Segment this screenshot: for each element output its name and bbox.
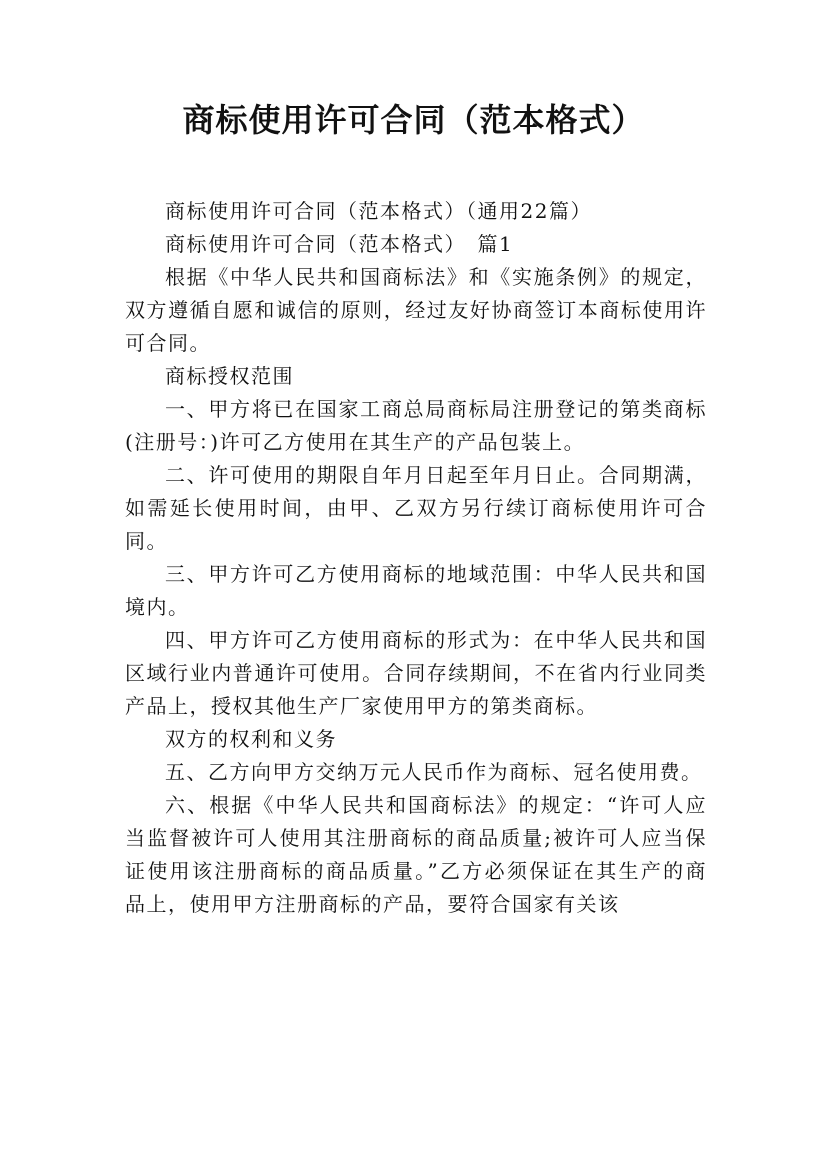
paragraph-subtitle: 商标使用许可合同（范本格式）（通用22篇）	[165, 199, 592, 223]
document-title: 商标使用许可合同（范本格式）	[182, 101, 645, 139]
heading-rights-obligations: 双方的权利和义务	[165, 727, 337, 751]
paragraph-section-heading: 商标使用许可合同（范本格式） 篇1	[165, 232, 514, 256]
document-body	[125, 195, 707, 921]
clause-6: 六、根据《中华人民共和国商标法》的规定：“许可人应当监督被许可人使用其注册商标的商品质量;被许可人应当保证使用该注册商标的商品质量。”乙方必须保证在其生产的商品上，使用甲方注册商标的产品，要符合国家有关该	[125, 793, 707, 916]
clause-3: 三、甲方许可乙方使用商标的地域范围：中华人民共和国境内。	[125, 562, 707, 619]
heading-authorization-scope: 商标授权范围	[165, 364, 294, 388]
clause-2: 二、许可使用的期限自年月日起至年月日止。合同期满，如需延长使用时间，由甲、乙双方另行续订商标使用许可合同。	[125, 463, 707, 553]
paragraph-preamble: 根据《中华人民共和国商标法》和《实施条例》的规定，双方遵循自愿和诚信的原则，经过友好协商签订本商标使用许可合同。	[125, 265, 707, 355]
clause-5: 五、乙方向甲方交纳万元人民币作为商标、冠名使用费。	[165, 760, 703, 784]
clause-1: 一、甲方将已在国家工商总局商标局注册登记的第类商标(注册号：)许可乙方使用在其生产的产品包装上。	[125, 397, 707, 454]
clause-4: 四、甲方许可乙方使用商标的形式为：在中华人民共和国区域行业内普通许可使用。合同存续期间，不在省内行业同类产品上，授权其他生产厂家使用甲方的第类商标。	[125, 628, 707, 718]
